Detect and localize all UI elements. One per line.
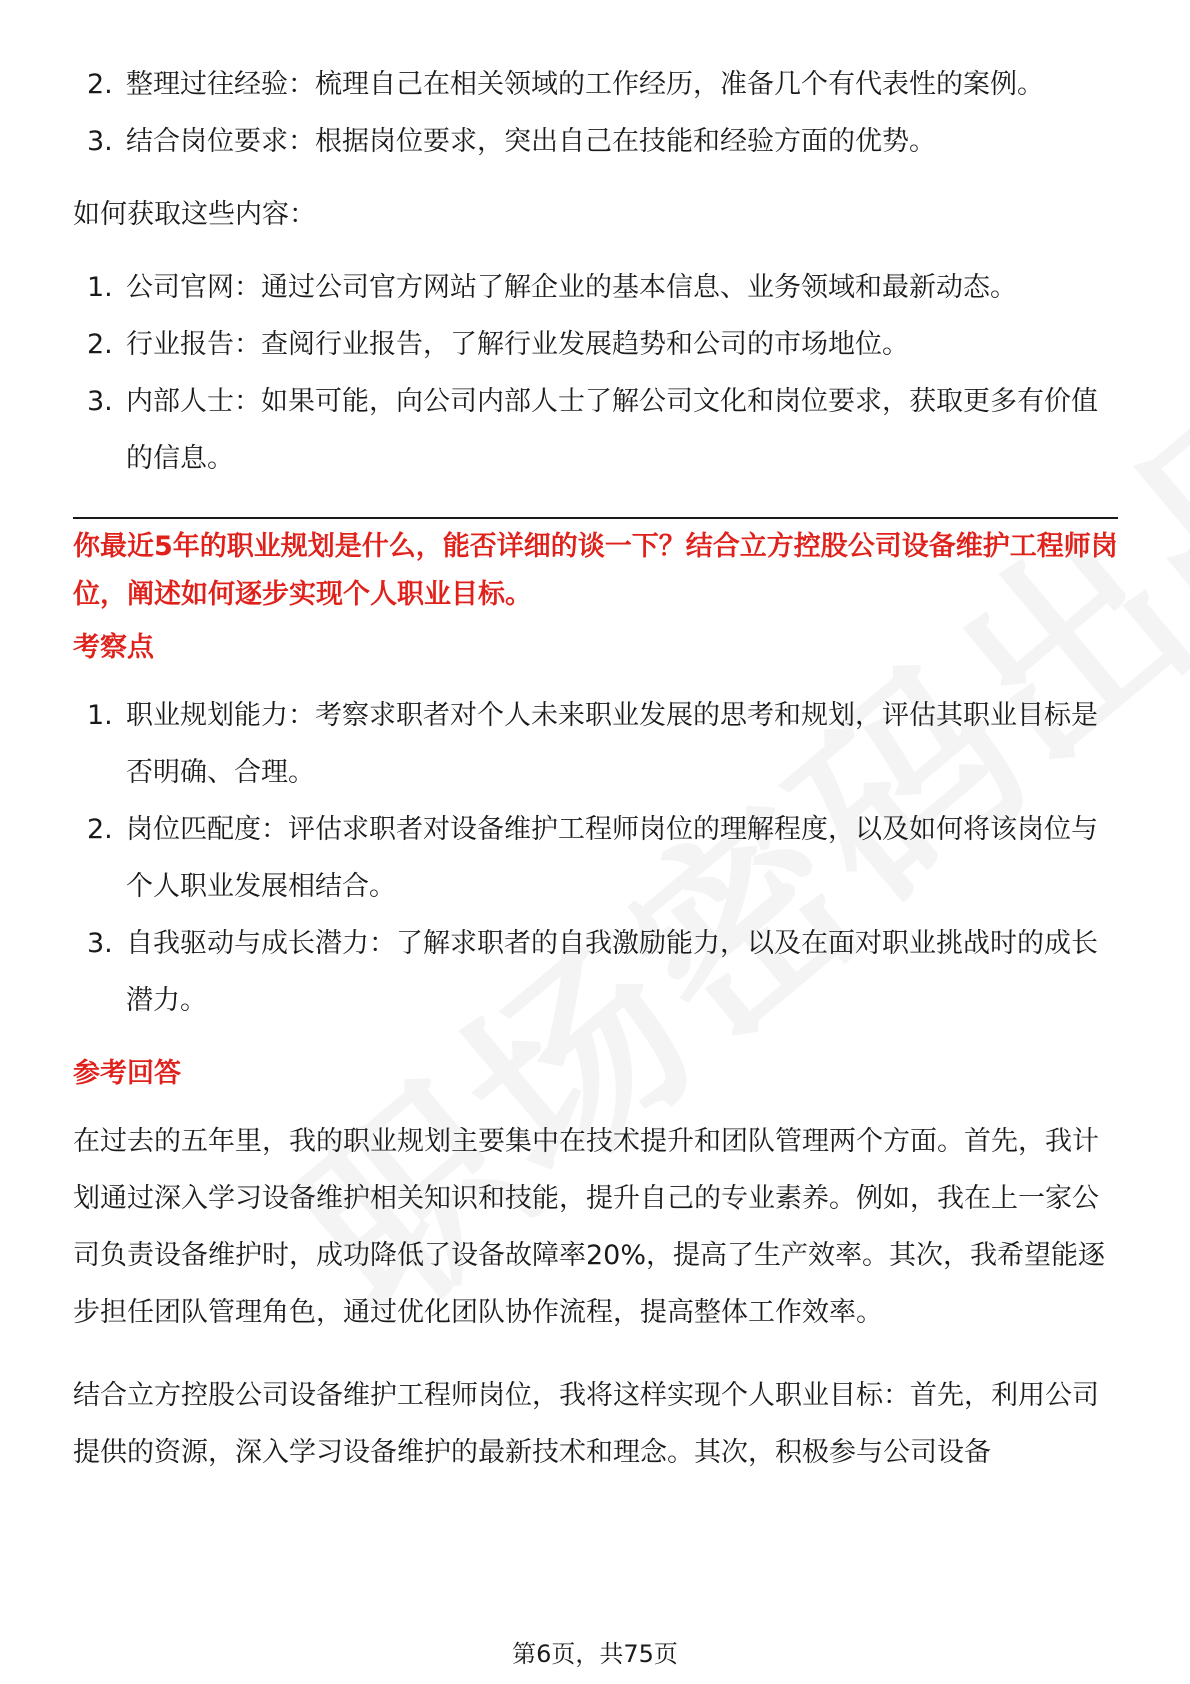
list-item <box>73 316 1118 373</box>
interview-question: 你最近5年的职业规划是什么，能否详细的谈一下？结合立方控股公司设备维护工程师岗位，阐述如何逐步实现个人职业目标。 <box>73 531 1118 610</box>
list-item <box>73 259 1118 316</box>
answer-paragraph-2: 结合立方控股公司设备维护工程师岗位，我将这样实现个人职业目标：首先，利用公司提供的资源，深入学习设备维护的最新技术和理念。其次，积极参与公司设备 <box>73 1380 1099 1468</box>
list-number: 3. <box>87 386 113 417</box>
list-prep-steps <box>73 56 1118 170</box>
list-number: 3. <box>87 928 113 959</box>
list-text: 岗位匹配度：评估求职者对设备维护工程师岗位的理解程度，以及如何将该岗位与个人职业发展相结合。 <box>126 814 1098 902</box>
list-text: 结合岗位要求：根据岗位要求，突出自己在技能和经验方面的优势。 <box>126 126 936 157</box>
list-number: 1. <box>87 272 113 303</box>
list-item <box>73 113 1118 170</box>
list-item <box>73 56 1118 113</box>
list-item <box>73 801 1118 915</box>
list-text: 整理过往经验：梳理自己在相关领域的工作经历，准备几个有代表性的案例。 <box>126 69 1044 100</box>
list-item <box>73 915 1118 1029</box>
page-content <box>73 56 1118 1481</box>
list-number: 2. <box>87 69 113 100</box>
list-item <box>73 373 1118 487</box>
list-item <box>73 687 1118 801</box>
answer-title: 参考回答 <box>73 1058 181 1089</box>
list-sources <box>73 259 1118 487</box>
list-text: 公司官网：通过公司官方网站了解企业的基本信息、业务领域和最新动态。 <box>126 272 1017 303</box>
list-text: 行业报告：查阅行业报告，了解行业发展趋势和公司的市场地位。 <box>126 329 909 360</box>
section-divider <box>73 517 1118 519</box>
list-text: 自我驱动与成长潜力：了解求职者的自我激励能力，以及在面对职业挑战时的成长潜力。 <box>126 928 1098 1016</box>
answer-paragraph-1: 在过去的五年里，我的职业规划主要集中在技术提升和团队管理两个方面。首先，我计划通过深入学习设备维护相关知识和技能，提升自己的专业素养。例如，我在上一家公司负责设备维护时，成功降低了设备故障率20%，提高了生产效率。其次，我希望能逐步担任团队管理角色，通过优化团队协作流程，提高整体工作效率。 <box>73 1126 1106 1328</box>
exam-points-title: 考察点 <box>73 632 154 663</box>
page-number: 第6页，共75页 <box>512 1640 678 1668</box>
list-number: 1. <box>87 700 113 731</box>
list-exam-points <box>73 687 1118 1029</box>
list-number: 2. <box>87 814 113 845</box>
list-text: 内部人士：如果可能，向公司内部人士了解公司文化和岗位要求，获取更多有价值的信息。 <box>126 386 1098 474</box>
list-text: 职业规划能力：考察求职者对个人未来职业发展的思考和规划，评估其职业目标是否明确、合理。 <box>126 700 1098 788</box>
how-to-get-heading: 如何获取这些内容： <box>73 199 316 230</box>
list-number: 2. <box>87 329 113 360</box>
list-number: 3. <box>87 126 113 157</box>
